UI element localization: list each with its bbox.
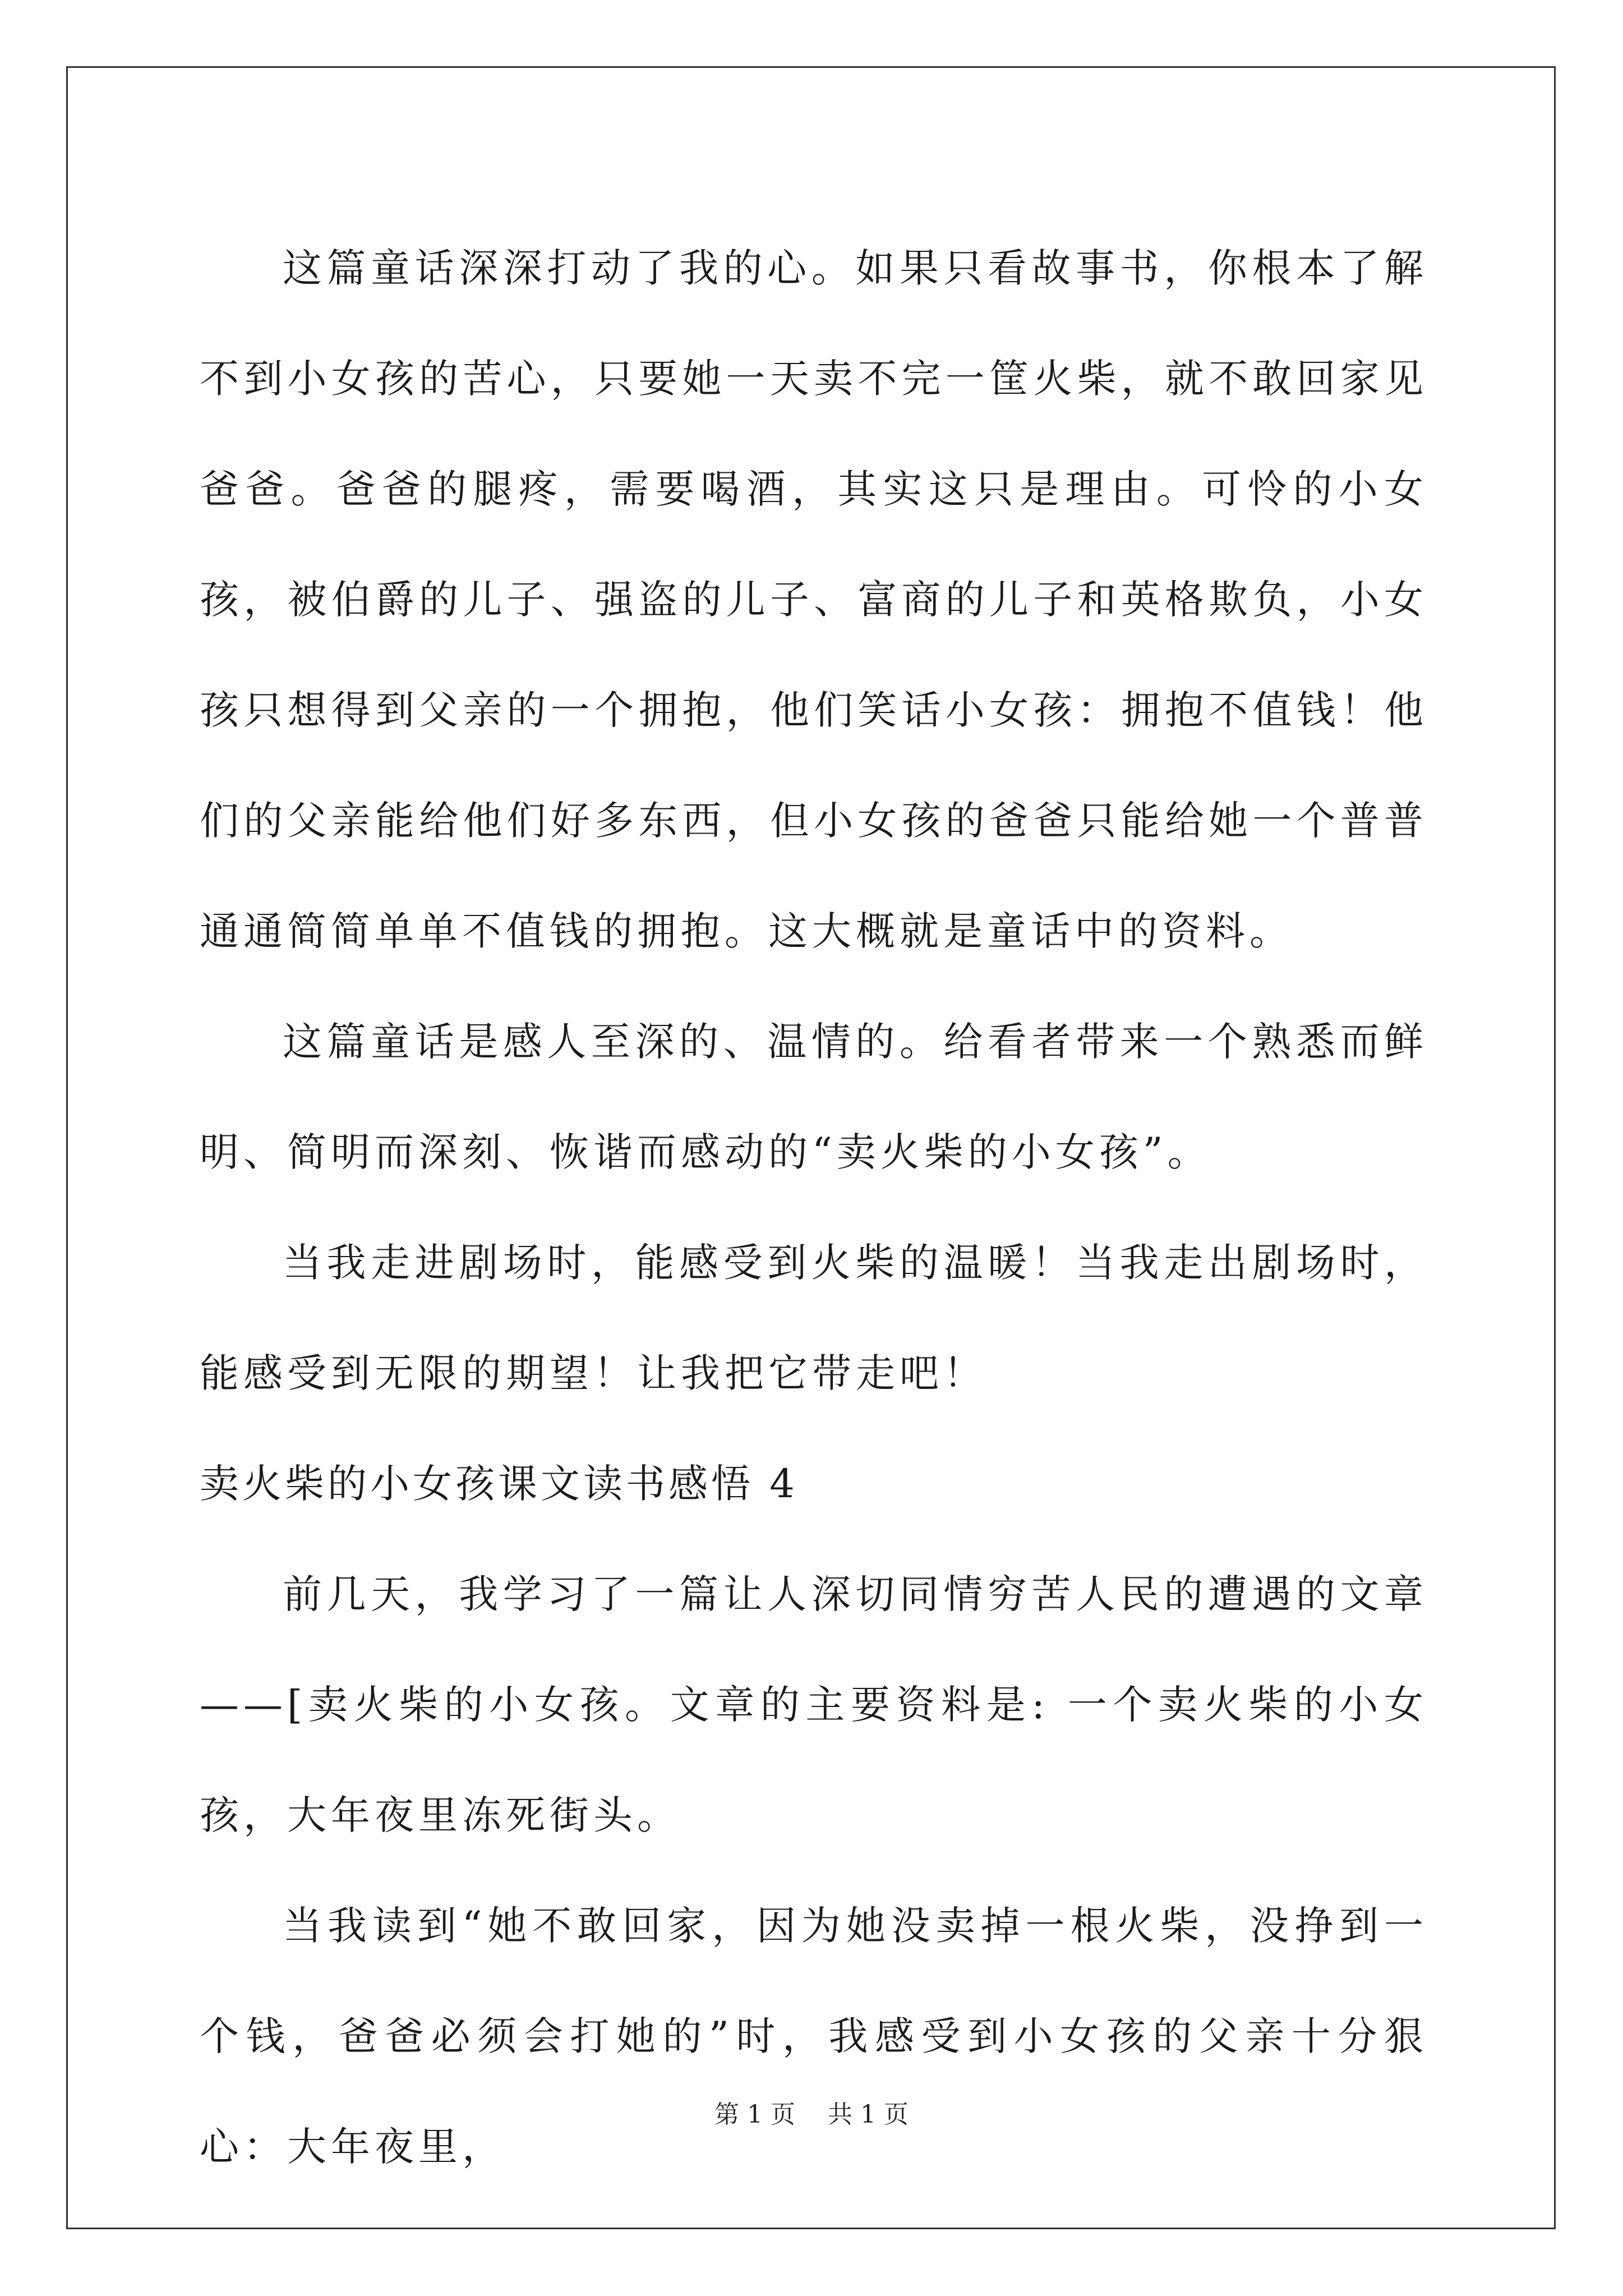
page-footer bbox=[0, 2098, 1623, 2132]
paragraph-5: 当我读到“她不敢回家，因为她没卖掉一根火柴，没挣到一个钱，爸爸必须会打她的”时，我感受到小女孩的父亲十分狠心：大年夜里， bbox=[200, 1903, 1428, 2170]
page-number-total: 共 1 页 bbox=[828, 2100, 909, 2129]
paragraph-3: 当我走进剧场时，能感受到火柴的温暖！当我走出剧场时，能感受到无限的期望！让我把它带走吧！ bbox=[200, 1240, 1428, 1396]
page-number-current: 第 1 页 bbox=[714, 2100, 795, 2129]
document-body bbox=[200, 213, 1428, 2202]
paragraph-4: 前几天，我学习了一篇让人深切同情穷苦人民的遭遇的文章——[卖火柴的小女孩。文章的主要资料是: 一个卖火柴的小女孩，大年夜里冻死街头。 bbox=[200, 1571, 1428, 1838]
paragraph-1: 这篇童话深深打动了我的心。如果只看故事书，你根本了解不到小女孩的苦心，只要她一天卖不完一筐火柴，就不敢回家见爸爸。爸爸的腿疼，需要喝酒，其实这只是理由。可怜的小女孩，被伯爵的儿子、强盗的儿子、富商的儿子和英格欺负，小女孩只想得到父亲的一个拥抱，他们笑话小女孩：拥抱不值钱！他们的父亲能给他们好多东西，但小女孩的爸爸只能给她一个普普通通简简单单不值钱的拥抱。这大概就是童话中的资料。 bbox=[200, 245, 1428, 954]
paragraph-2: 这篇童话是感人至深的、温情的。给看者带来一个熟悉而鲜明、简明而深刻、恢谐而感动的“卖火柴的小女孩”。 bbox=[200, 1019, 1428, 1175]
section-heading: 卖火柴的小女孩课文读书感悟 4 bbox=[200, 1461, 798, 1507]
